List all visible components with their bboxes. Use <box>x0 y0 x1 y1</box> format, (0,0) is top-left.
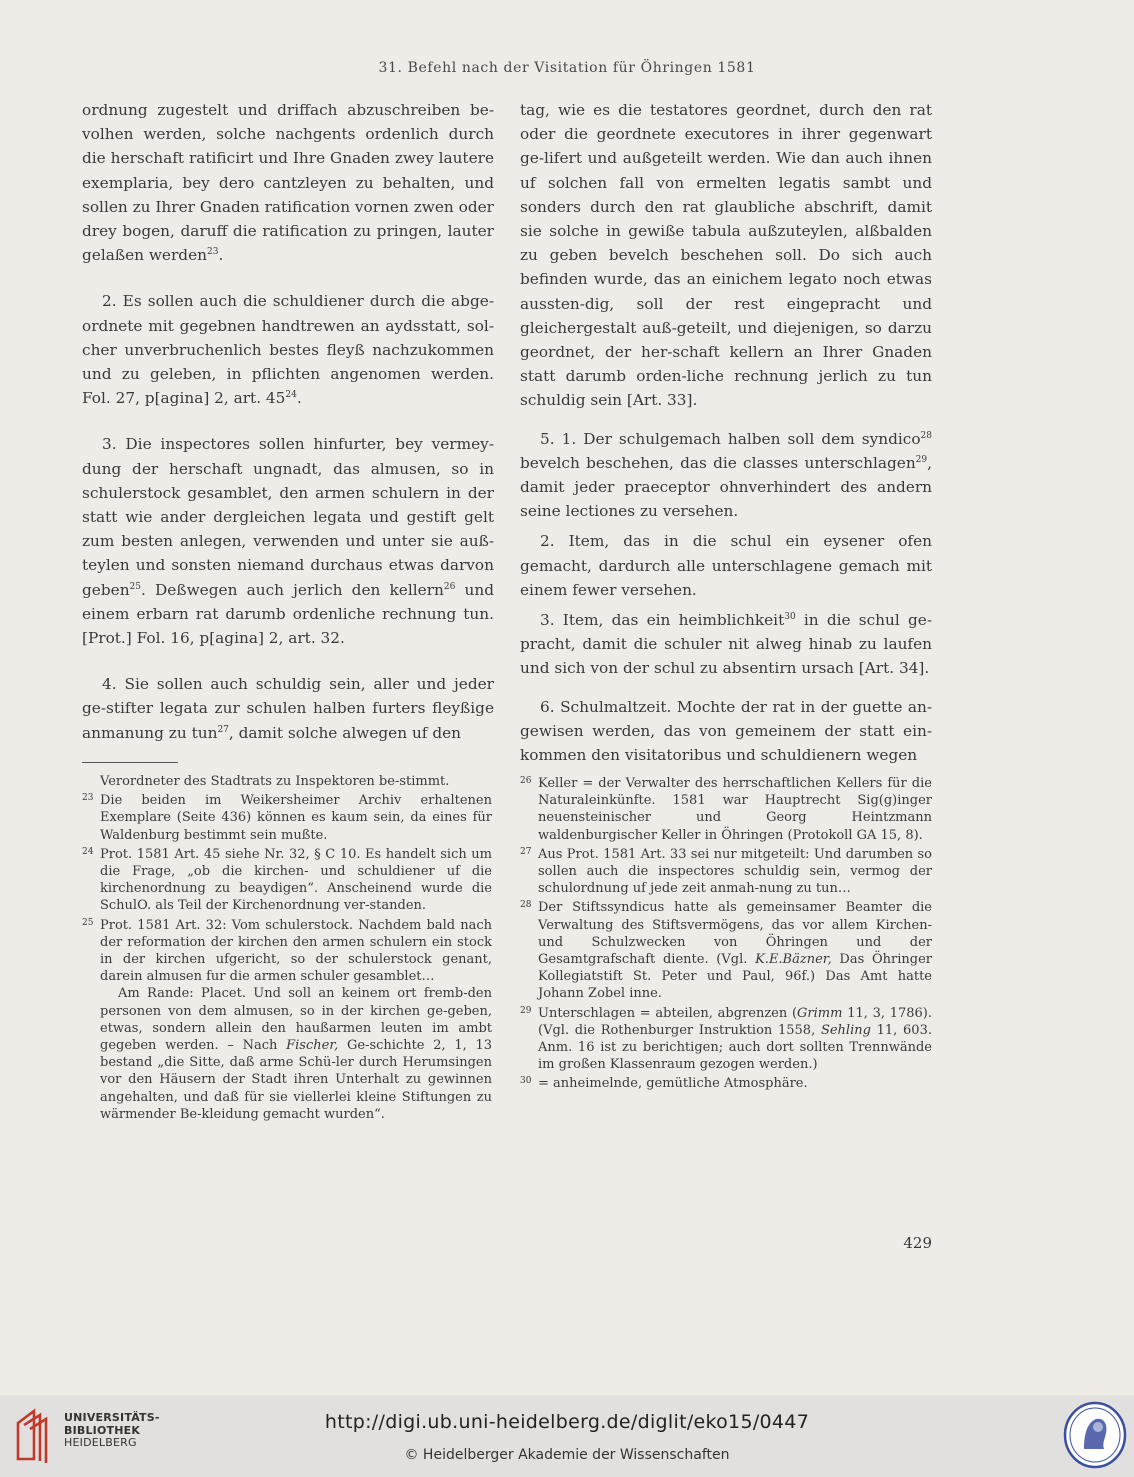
footnote: 25 Prot. 1581 Art. 32: Vom schulerstock. Nachdem bald nach der reformation der kirchen den armen schulern ein stock in der kirchen ufgericht, so der schulerstock genant, darein almusen fur die armen schuler gesamblet… <box>82 915 492 986</box>
running-title: 31. Befehl nach der Visitation für Öhringen 1581 <box>378 60 756 76</box>
library-name: UNIVERSITÄTS- BIBLIOTHEK HEIDELBERG <box>64 1411 160 1449</box>
paragraph: ordnung zugestelt und driffach abzuschreiben be-volhen werden, solche nachgents ordenlich durch die herschaft ratificirt und Ihre Gnaden zwey lautere exemplaria, bey dero cantzleyen zu behalten, und sollen zu Ihrer Gnaden ratification vornen zwen oder drey bogen, daruff die ratification zu pringen, lauter gelaßen werden$^{23}$. <box>82 101 494 265</box>
footnote-number: 29 <box>520 1005 532 1016</box>
paragraph: 2. Es sollen auch die schuldiener durch die abge-ordnete mit gegebnen handtrewen an aydsstatt, sol-cher unverbruchenlich bestes fleyß nachzukommen und zu geleben, in pflichten angenomen werden. Fol. 27, p[agina] 2, art. $45^{24}$. <box>82 292 494 408</box>
footnote: 23 Die beiden im Weikersheimer Archiv erhaltenen Exemplare (Seite 436) können es kaum sein, da eines für Waldenburg bestimmt sein mußte. <box>82 790 492 844</box>
footnote-ref[interactable]: 29 <box>915 454 928 465</box>
footnote-ref[interactable]: 26 <box>443 581 456 592</box>
footnote-continuation: Verordneter des Stadtrats zu Inspektoren be-stimmt. <box>100 774 450 789</box>
paragraph: 3. Die inspectores sollen hinfurter, bey vermey-dung der herschaft ungnadt, das almusen, so in schulerstock gesamblet, den armen schulern in der statt wie ander dergleichen legata und gestift gelt zum besten anlegen, verwenden und unter sie auß-teylen und sonsten niemand durchaus etwas darvon geben$^{25}$. Deßwegen auch jerlich den kellern$^{26}$ und einem erbarn rat darumb ordenliche rechnung tun. [Prot.] Fol. 16, p[agina] 2, art. 32. <box>82 435 495 648</box>
paragraph: tag, wie es die testatores geordnet, durch den rat oder die geordnete executores in ihrer gegenwart ge-lifert und außgeteilt werden. Wie dan auch ihnen uf solchen fall von ermelten legatis sambt und sonders durch den rat glaubliche abschrift, damit sie solche in gewiße tabula außzuteylen, alßbalden zu geben bevelch beschehen soll. Do sich auch befinden wurde, das an einichem legato noch etwas aussten-dig, soll der rest eingepracht und gleichergestalt auß-geteilt, und diejenigen, so darzu geordnet, der her-schaft kellern an Ihrer Gnaden statt darumb orden-liche rechnung jerlich zu tun schuldig sein [Art. 33]. <box>520 101 932 410</box>
footnote: 28 Der Stiftssyndicus hatte als gemeinsamer Beamter die Verwaltung des Stiftsvermögens, das vor allem Kirchen- und Schulzwecken von Öhringen und der Gesamtgrafschaft diente. (Vgl. K.E.Bäzner, Das Öhringer Kollegiatstift St. Peter und Paul, 96f.) Das Amt hatte Johann Zobel inne. <box>520 897 932 1002</box>
footnote-number: 24 <box>82 846 94 857</box>
academy-seal-icon <box>1062 1401 1128 1469</box>
footnote-ref[interactable]: 27 <box>217 724 229 735</box>
footnote-ref[interactable]: 30 <box>784 611 796 622</box>
paragraph: 3. Item, das ein heimblichkeit$^{30}$ in die schul ge-pracht, damit die schuler nit alweg hinab zu laufen und sich von der schul zu absentirn ursach [Art. 34]. <box>520 611 932 678</box>
footnote-number: 27 <box>520 846 532 857</box>
footnote: 27 Aus Prot. 1581 Art. 33 sei nur mitgeteilt: Und darumben so sollen auch die inspectores schuldig sein, vermog der schulordnung uf jede zeit anmah-nung zu tun… <box>520 844 932 898</box>
footnote: 29 Unterschlagen = abteilen, abgrenzen (Grimm 11, 3, 1786). (Vgl. die Rothenburger Instruktion 1558, Sehling 11, 603. Anm. 16 ist zu berichtigen; auch dort sollten Trennwände im großen Klassenraum gezogen werden.) <box>520 1003 932 1074</box>
permalink-url[interactable]: http://digi.ub.uni-heidelberg.de/diglit/eko15/0447 <box>324 1411 810 1433</box>
footnote-number: 23 <box>82 793 94 804</box>
footnote-ref[interactable]: 24 <box>285 390 297 401</box>
footnote-paragraph: Am Rande: Placet. Und soll an keinem ort fremb-den personen von dem almusen, so in der kirchen ge-geben, etwas, sondern allein den haußarmen leuten im ambt gegeben werden. – Nach Fischer, Ge-schichte 2, 1, 13 bestand „die Sitte, daß arme Schü-ler durch Herumsingen vor den Häusern der Stadt ihren Unterhalt zu gewinnen angehalten, und daß für sie viellerlei kleine Stiftungen zu wärmender Be-kleidung gemacht wurden“. <box>100 986 492 1122</box>
paragraph: 4. Sie sollen auch schuldig sein, aller und jeder ge-stifter legata zur schulen halben furters fleyßige anmanung zu tun$^{27}$, damit solche alwegen uf den <box>82 675 494 742</box>
paragraph: 6. Schulmaltzeit. Mochte der rat in der guette an-gewisen werden, das von gemeinem der statt ein-kommen den visitatoribus und schuldienern wegen <box>520 697 932 765</box>
footnote-number: 26 <box>520 776 532 786</box>
footnote: 26 Keller = der Verwalter des herrschaftlichen Kellers für die Naturaleinkünfte. 1581 war Hauptrecht Sig(g)inger neuensteinischer und Georg Heintzmann waldenburgischer Keller in Öhringen (Protokoll GA 15, 8). <box>520 773 932 844</box>
footnote-divider <box>82 762 178 763</box>
left-text-column <box>82 98 494 745</box>
right-text-column <box>520 98 932 767</box>
footnote-number: 30 <box>520 1076 532 1087</box>
footnote-ref[interactable]: 23 <box>207 247 219 258</box>
footnote-ref[interactable]: 28 <box>920 430 932 441</box>
viewer-footer <box>0 1395 1134 1477</box>
footnote-ref[interactable]: 25 <box>129 581 141 592</box>
paragraph: 5. 1. Der schulgemach halben soll dem syndico$^{28}$ bevelch beschehen, das die classes unterschlagen$^{29}$, damit jeder praeceptor ohnverhindert des andern seine lectiones zu versehen. <box>520 429 932 521</box>
footnote: 30 = anheimelnde, gemütliche Atmosphäre. <box>520 1073 932 1092</box>
page-number: 429 <box>903 1234 932 1252</box>
paragraph: 2. Item, das in die schul ein eysener ofen gemacht, dardurch alle unterschlagene gemach mit einem fewer versehen. <box>520 532 932 599</box>
footnote: 24 Prot. 1581 Art. 45 siehe Nr. 32, § C 10. Es handelt sich um die Frage, „ob die kirchen- und schuldiener uf die kirchenordnung zu beaydigen“. Anscheinend wurde die SchulO. als Teil der Kirchenordnung ver-standen. <box>82 844 492 915</box>
footnote-number: 25 <box>82 917 94 928</box>
footnotes-left <box>82 773 492 1123</box>
footnote-number: 28 <box>520 900 532 911</box>
copyright-notice: © Heidelberger Akademie der Wissenschaften <box>404 1447 730 1463</box>
footnotes-right <box>520 773 932 1093</box>
